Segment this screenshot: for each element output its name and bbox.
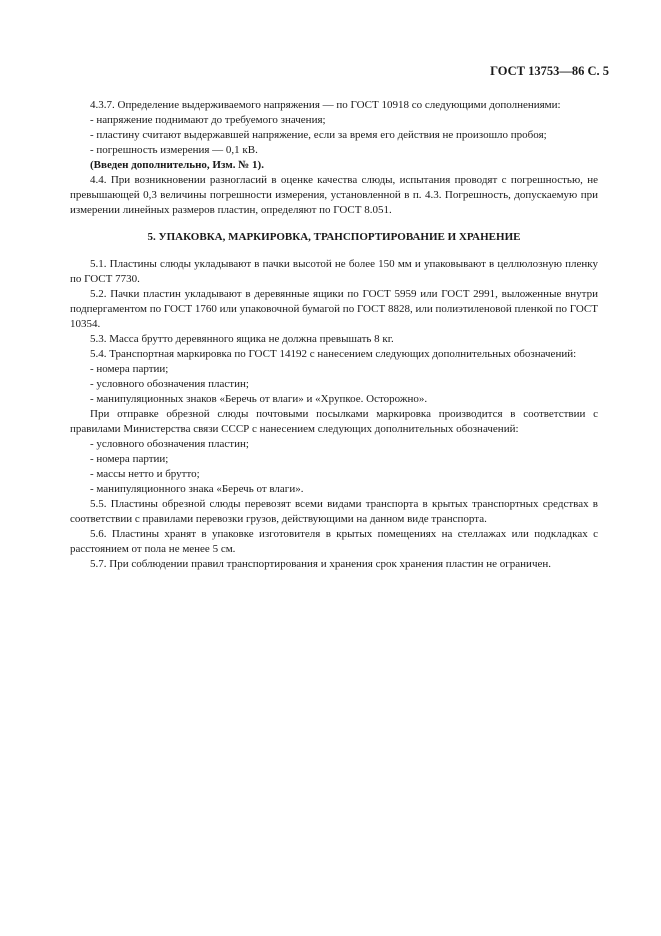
list-item: - условного обозначения пластин;	[90, 438, 249, 450]
paragraph-postal: При отправке обрезной слюды почтовыми посылками маркировка производится в соответствии с правилами Министерства связи СССР с нанесением следующих дополнительных обозначений:	[70, 408, 598, 435]
list-item: - погрешность измерения — 0,1 кВ.	[90, 144, 258, 156]
page-header: ГОСТ 13753—86 С. 5	[490, 64, 609, 78]
list-item: - манипуляционного знака «Беречь от влаги».	[90, 483, 304, 495]
paragraph-4-3-7: 4.3.7. Определение выдерживаемого напряжения — по ГОСТ 10918 со следующими дополнениями:	[90, 99, 561, 111]
amendment-note: (Введен дополнительно, Изм. № 1).	[90, 159, 264, 171]
list-item: - напряжение поднимают до требуемого значения;	[90, 114, 326, 126]
list-item: - манипуляционных знаков «Беречь от влаги» и «Хрупкое. Осторожно».	[90, 393, 428, 405]
paragraph-5-5: 5.5. Пластины обрезной слюды перевозят всеми видами транспорта в крытых транспортных средствах в соответствии с правилами перевозки грузов, действующими на данном виде транспорта.	[70, 498, 598, 525]
paragraph-5-2: 5.2. Пачки пластин укладывают в деревянные ящики по ГОСТ 5959 или ГОСТ 2991, выложенные внутри подпергаментом по ГОСТ 1760 или упаковочной бумагой по ГОСТ 8828, или полиэтиленовой пленкой по ГОСТ 10354.	[70, 288, 598, 330]
paragraph-5-7: 5.7. При соблюдении правил транспортирования и хранения срок хранения пластин не ограничен.	[90, 558, 551, 570]
paragraph-5-1: 5.1. Пластины слюды укладывают в пачки высотой не более 150 мм и упаковывают в целлюлозную пленку по ГОСТ 7730.	[70, 258, 598, 285]
paragraph-4-4: 4.4. При возникновении разногласий в оценке качества слюды, испытания проводят с погрешностью, не превышающей 0,3 величины погрешности измерения, установленной в п. 4.3. Погрешность, допускаемую при измерении линейных размеров пластин, определяют по ГОСТ 8.051.	[70, 174, 598, 216]
paragraph-5-4: 5.4. Транспортная маркировка по ГОСТ 14192 с нанесением следующих дополнительных обозначений:	[90, 348, 577, 360]
document-body	[70, 98, 598, 572]
list-item: - номера партии;	[90, 363, 169, 375]
list-item: - условного обозначения пластин;	[90, 378, 249, 390]
list-item: - номера партии;	[90, 453, 169, 465]
list-item: - массы нетто и брутто;	[90, 468, 200, 480]
list-item: - пластину считают выдержавшей напряжение, если за время его действия не произошло пробоя;	[90, 129, 547, 141]
paragraph-5-3: 5.3. Масса брутто деревянного ящика не должна превышать 8 кг.	[90, 333, 394, 345]
paragraph-5-6: 5.6. Пластины хранят в упаковке изготовителя в крытых помещениях на стеллажах или подкладках с расстоянием от пола не менее 5 см.	[70, 528, 598, 555]
section-heading: 5. УПАКОВКА, МАРКИРОВКА, ТРАНСПОРТИРОВАНИЕ И ХРАНЕНИЕ	[147, 231, 521, 243]
